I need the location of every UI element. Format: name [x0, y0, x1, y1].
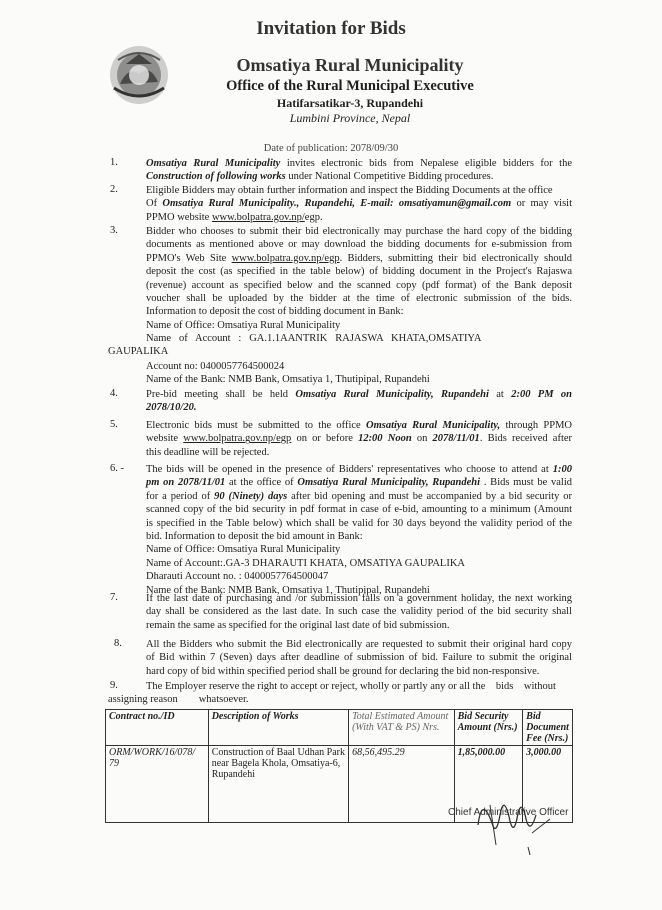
office-name: Office of the Rural Municipal Executive — [226, 78, 474, 94]
column-header: Description of Works — [208, 710, 348, 746]
item-9: The Employer reserve the right to accept or reject, wholly or partly any or all the bids without — [146, 681, 556, 692]
description-cell: Construction of Baal Udhan Park near Bagela Khola, Omsatiya-6, Rupandehi — [208, 746, 348, 823]
signatory-title: Chief Administrative Officer — [448, 807, 569, 818]
bolpatra-egp-link[interactable]: www.bolpatra.gov.np/egp — [183, 433, 292, 445]
item-number: 5. — [110, 419, 118, 430]
office-address: Hatifarsatikar-3, Rupandehi — [276, 96, 424, 110]
item-number: 2. — [110, 184, 118, 195]
item-number: 7. — [110, 592, 118, 603]
item-number: 4. — [110, 388, 118, 399]
org-name: Omsatiya Rural Municipality — [236, 55, 464, 75]
bolpatra-egp-link[interactable]: www.bolpatra.gov.np/egp — [231, 252, 340, 264]
item-3-bank: Account no: 0400057764500024 Name of the Bank: NMB Bank, Omsatiya 1, Thutipipal, Rupandehi — [146, 361, 430, 386]
bid-security-cell: 1,85,000.00 — [454, 746, 523, 823]
item-9-continued: assigning reason whatsoever. — [108, 694, 249, 705]
province: Lumbini Province, Nepal — [289, 111, 411, 125]
item-3: Bidder who chooses to submit their bid electronically may purchase the hard copy of the bidding documents as mentioned above or may download the bidding documents for e-submission from PPMO's Web Site www.bolpatra.gov.np/egp. Bidders, submitting their bid electronically should deposit the cost (as specified in the table below) of bidding document in the Project's Rajaswa (revenue) account as specified below and the scanned copy (pdf format) of the Bank deposit voucher shall be uploaded by the bidder at the time of electronic submission of the bids. Information to deposit the cost of bidding document in Bank: Name of Office: Omsatiya Rural Municipality Name of Account : GA.1.1AANTRIK RAJASWA KHATA,OMSATIYA — [146, 226, 572, 345]
document-title: Invitation for Bids — [256, 18, 406, 39]
item-number: 9. — [110, 680, 118, 691]
table-header-row — [106, 710, 573, 746]
item-number: 1. — [110, 157, 118, 168]
account-name-continued: GAUPALIKA — [108, 346, 169, 357]
item-number: 3. — [110, 225, 118, 236]
bolpatra-link[interactable]: www.bolpatra.gov.np/ — [211, 211, 305, 223]
item-8: All the Bidders who submit the Bid electronically are requested to submit their original hard copy of Bid within 7 (Seven) days after deadline of submission of bid. Failure to submit the original hard copy of bid within specified period shall be ground for declaring the bid non-responsive. — [146, 639, 572, 677]
column-header: Total Estimated Amount (With VAT & PS) Nrs. — [349, 710, 455, 746]
column-header: Bid Security Amount (Nrs.) — [454, 710, 523, 746]
document-fee-cell: 3,000.00 — [523, 746, 573, 823]
item-7: If the last date of purchasing and /or submission falls on a government holiday, the next working day shall be considered as the last date. In such case the validity period of the bid security shall remain the same as specified for the original last date of bid submission. — [146, 593, 572, 631]
item-4: Pre-bid meeting shall be held Omsatiya Rural Municipality, Rupandehi at 2:00 PM on 2078/10/20. — [146, 389, 573, 414]
contract-id-cell: ORM/WORK/16/078/ 79 — [106, 746, 209, 823]
item-5: Electronic bids must be submitted to the office Omsatiya Rural Municipality, through PPMO website www.bolpatra.gov.np/egp on or before 12:00 Noon on 2078/11/01. Bids received after this deadline will be rejected. — [146, 420, 573, 458]
item-number: 6. - — [110, 463, 124, 474]
handwritten-signature — [470, 775, 560, 865]
column-header: Bid Document Fee (Nrs.) — [523, 710, 573, 746]
item-number: 8. — [114, 638, 122, 649]
item-2: Eligible Bidders may obtain further information and inspect the Bidding Documents at the office Of Omsatiya Rural Municipality., Rupandehi, E-mail: omsatiyamun@gmail.com or may visit PPMO website www.bolpatra.gov.np/egp. — [146, 185, 572, 223]
publication-date: Date of publication: 2078/09/30 — [263, 143, 399, 154]
item-6: The bids will be opened in the presence of Bidders' representatives who choose to attend at 1:00 pm on 2078/11/01 at the office of Omsatiya Rural Municipality, Rupandehi . Bids must be valid for a period of 90 (Ninety) days after bid opening and must be accompanied by a bid security or scanned copy of the bid security in pdf format in case of e-bid, amounting to a minimum (Amount is specified in the Table below) which shall be valid for 30 days beyond the validity period of the bid. Information to deposit the bid amount in Bank: Name of Office: Omsatiya Rural Municipality Name of Account:.GA-3 DHARAUTI KHATA, OMSATIYA GAUPALIKA Dharauti Account no. : 0400057764500047 Name of the Bank: NMB Bank, Omsatiya 1, Thutipipal, Rupandehi — [146, 464, 572, 596]
column-header: Contract no./ID — [106, 710, 209, 746]
estimated-amount-cell: 68,56,495.29 — [349, 746, 455, 823]
item-1: Omsatiya Rural Municipality invites electronic bids from Nepalese eligible bidders for the Construction of following works under National Competitive Bidding procedures. — [146, 158, 572, 183]
